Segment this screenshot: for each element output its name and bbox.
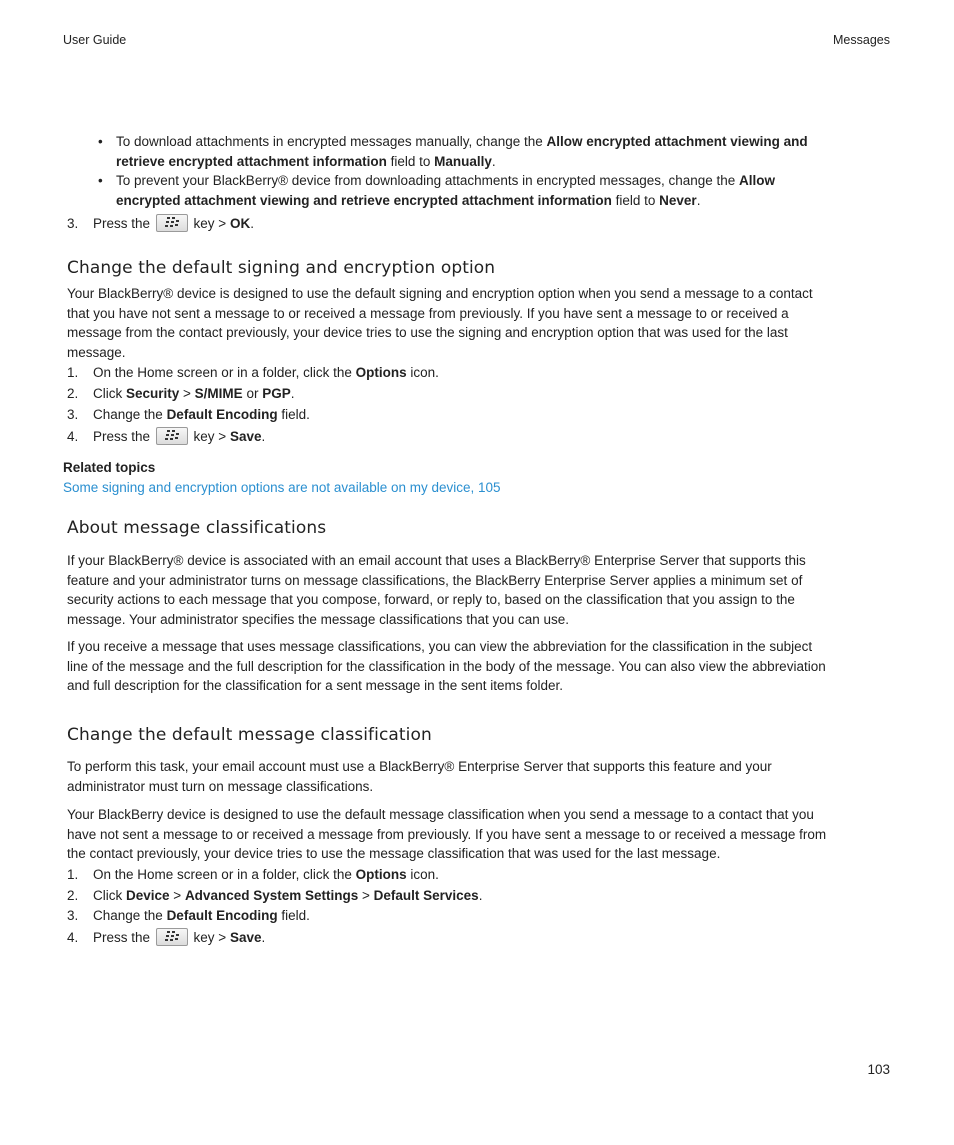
section2-para-2: If you receive a message that uses message classifications, you can view the abbreviation for the classification in the subject line of the message and the full description for the classification in the body of the message. You can also view the abbreviation and full description for the classification for a sent message in the sent items folder.	[67, 639, 826, 693]
related-topics-heading: Related topics	[63, 460, 156, 475]
bullet-dot: •	[98, 173, 103, 188]
section3-para-1: To perform this task, your email account must use a BlackBerry® Enterprise Server that supports this feature and your administrator must turn on message classifications.	[67, 759, 772, 794]
bullet-prevent-download	[98, 171, 868, 211]
blackberry-menu-key-icon	[156, 928, 188, 946]
related-topic-link[interactable]: Some signing and encryption options are not available on my device, 105	[63, 480, 501, 495]
section1-body: Your BlackBerry® device is designed to use the default signing and encryption option when you send a message to a contact that you have not sent a message to or received a message from previously. If you have sent a message to or received a message from the contact previously, your device tries to use the signing and encryption option that was used for the last message.	[67, 286, 813, 360]
section2-para-1: If your BlackBerry® device is associated with an email account that uses a BlackBerry® Enterprise Server that supports this feature and your administrator turns on message classifications, the BlackBerry Enterprise Server applies a minimum set of security actions to each message that you compose, forward, or reply to, based on the classification that you assign to the message. Your administrator specifies the message classifications that you can use.	[67, 553, 806, 627]
section3-para-2: Your BlackBerry device is designed to use the default message classification when you send a message to a contact that you have not sent a message to or received a message from previously. If you have sent a message to or received a message from the contact previously, your device tries to use the message classification that was used for the last message.	[67, 807, 827, 861]
bullet-text: To prevent your BlackBerry® device from downloading attachments in encrypted messages, change the Allow encrypted attachment viewing and retrieve encrypted attachment information field to Never.	[116, 173, 776, 208]
header-guide-title: User Guide	[63, 33, 127, 47]
blackberry-menu-key-icon	[156, 214, 188, 232]
page-number: 103	[867, 1062, 890, 1077]
section-title-message-classifications: About message classifications	[67, 518, 327, 538]
header-section-title: Messages	[833, 33, 890, 47]
blackberry-menu-key-icon	[156, 427, 188, 445]
section-title-signing-encryption: Change the default signing and encryption option	[67, 258, 496, 278]
section-title-default-classification: Change the default message classification	[67, 725, 432, 745]
bullet-download-manually	[98, 132, 868, 172]
bullet-text: To download attachments in encrypted messages manually, change the Allow encrypted attachment viewing and retrieve encrypted attachment information field to Manually.	[116, 134, 808, 169]
bullet-dot: •	[98, 134, 103, 149]
